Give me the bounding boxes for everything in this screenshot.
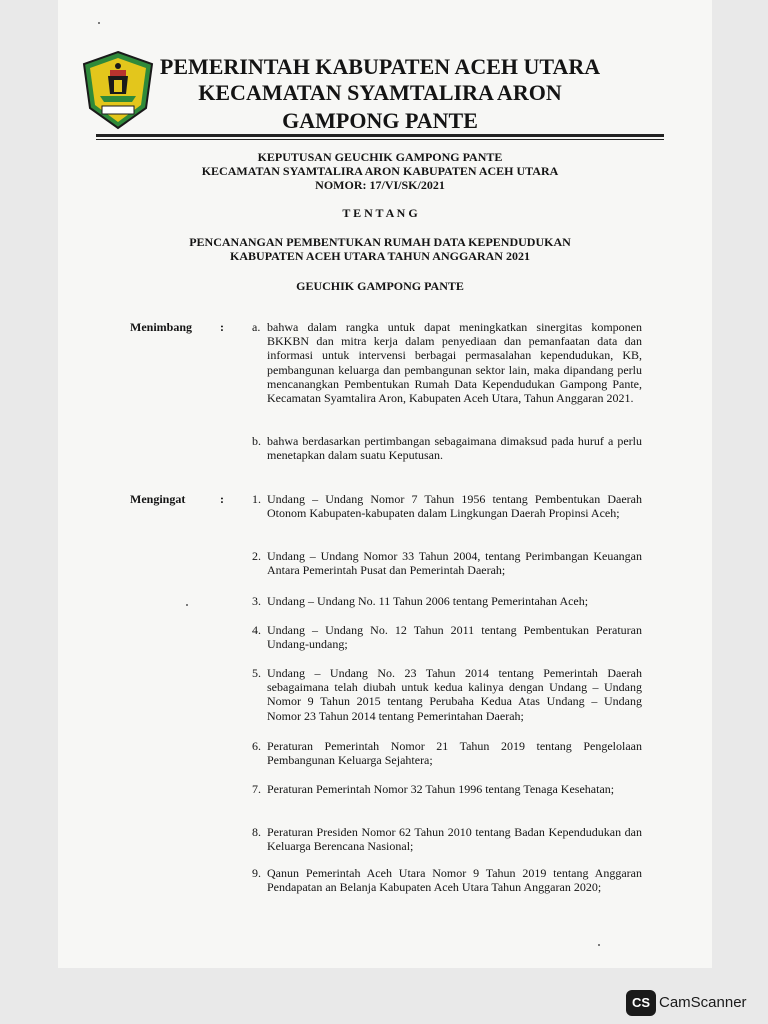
item-text: Undang – Undang No. 11 Tahun 2006 tentang Pemerintahan Aceh;: [267, 594, 589, 608]
mengingat-item: [252, 782, 642, 796]
decree-issuer: GEUCHIK GAMPONG PANTE: [296, 279, 464, 293]
decree-title: KEPUTUSAN GEUCHIK GAMPONG PANTE: [257, 150, 503, 164]
document-page: [58, 0, 712, 968]
decree-number: NOMOR: 17/VI/SK/2021: [315, 178, 445, 192]
camscanner-label: CamScanner: [659, 994, 747, 1011]
menimbang-item: [252, 320, 642, 405]
camscanner-icon: CS: [626, 990, 656, 1016]
item-marker: 6.: [252, 739, 261, 753]
item-text: Peraturan Presiden Nomor 62 Tahun 2010 tentang Badan Kependudukan dan Keluarga Berencana Nasional;: [267, 825, 642, 854]
item-text: bahwa dalam rangka untuk dapat meningkatkan sinergitas komponen BKKBN dan mitra kerja dalam penyediaan dan pemanfaatan data dan informasi untuk intervensi berbagai permasalahan kependudukan, KB, pembangunan keluarga dan pembangunan sektor lain, maka dipandang perlu mencanangkan Pembentukan Rumah Data Kependudukan Gampong Pante, Kecamatan Syamtalira Aron, Kabupaten Aceh Utara, Tahun Anggaran 2021.: [267, 320, 642, 406]
scan-speck: [98, 22, 100, 24]
item-marker: 4.: [252, 623, 261, 637]
item-text: Undang – Undang No. 12 Tahun 2011 tentang Pembentukan Peraturan Undang-undang;: [267, 623, 642, 652]
header-village: GAMPONG PANTE: [282, 108, 478, 133]
item-text: Qanun Pemerintah Aceh Utara Nomor 9 Tahun 2019 tentang Anggaran Pendapatan an Belanja Kabupaten Aceh Utara Tahun Anggaran 2020;: [267, 866, 642, 895]
scan-speck: [598, 944, 600, 946]
item-text: Peraturan Pemerintah Nomor 21 Tahun 2019 tentang Pengelolaan Pembangunan Keluarga Sejahtera;: [267, 739, 642, 768]
item-marker: 1.: [252, 492, 261, 506]
decree-subtitle: KECAMATAN SYAMTALIRA ARON KABUPATEN ACEH UTARA: [201, 164, 559, 178]
decree-subject-line2: KABUPATEN ACEH UTARA TAHUN ANGGARAN 2021: [230, 249, 530, 263]
menimbang-colon: :: [220, 320, 224, 334]
mengingat-item: [252, 825, 642, 853]
menimbang-label: Menimbang: [130, 320, 193, 334]
item-marker: 8.: [252, 825, 261, 839]
header-district: KECAMATAN SYAMTALIRA ARON: [198, 80, 562, 105]
mengingat-item: [252, 666, 642, 723]
item-marker: a.: [252, 320, 261, 334]
header-rule-thick: [96, 134, 664, 137]
item-text: Undang – Undang No. 23 Tahun 2014 tentang Pemerintah Daerah sebagaimana telah diubah untuk kedua kalinya dengan Undang – Undang Nomor 9 Tahun 2015 tentang Perubaha Kedua Atas Undang – Undang Nomor 23 Tahun 2014 tentang Pemerintahan Daerah;: [267, 666, 642, 723]
item-marker: 9.: [252, 866, 261, 880]
item-marker: 2.: [252, 549, 261, 563]
mengingat-item: [252, 866, 642, 894]
item-marker: 7.: [252, 782, 261, 796]
item-text: bahwa berdasarkan pertimbangan sebagaimana dimaksud pada huruf a perlu menetapkan dalam suatu Keputusan.: [267, 434, 642, 463]
decree-tentang: T E N T A N G: [342, 206, 418, 220]
menimbang-item: [252, 434, 642, 462]
mengingat-item: [252, 549, 642, 577]
item-marker: 5.: [252, 666, 261, 680]
aceh-utara-emblem-icon: [80, 50, 156, 130]
decree-subject-line1: PENCANANGAN PEMBENTUKAN RUMAH DATA KEPENDUDUKAN: [189, 235, 571, 249]
item-marker: b.: [252, 434, 261, 448]
item-text: Undang – Undang Nomor 33 Tahun 2004, tentang Perimbangan Keuangan Antara Pemerintah Pusat dan Pemerintah Daerah;: [267, 549, 642, 578]
mengingat-item: [252, 492, 642, 520]
header-government: PEMERINTAH KABUPATEN ACEH UTARA: [159, 54, 601, 79]
item-text: Peraturan Pemerintah Nomor 32 Tahun 1996 tentang Tenaga Kesehatan;: [267, 782, 615, 796]
mengingat-label: Mengingat: [130, 492, 186, 506]
mengingat-item: [252, 739, 642, 767]
mengingat-item: [252, 623, 642, 651]
mengingat-item: [252, 594, 642, 608]
mengingat-colon: :: [220, 492, 224, 506]
header-rule-thin: [96, 139, 664, 140]
item-text: Undang – Undang Nomor 7 Tahun 1956 tentang Pembentukan Daerah Otonom Kabupaten-kabupaten dalam Lingkungan Daerah Propinsi Aceh;: [267, 492, 642, 521]
scan-speck: [186, 604, 188, 606]
item-marker: 3.: [252, 594, 261, 608]
